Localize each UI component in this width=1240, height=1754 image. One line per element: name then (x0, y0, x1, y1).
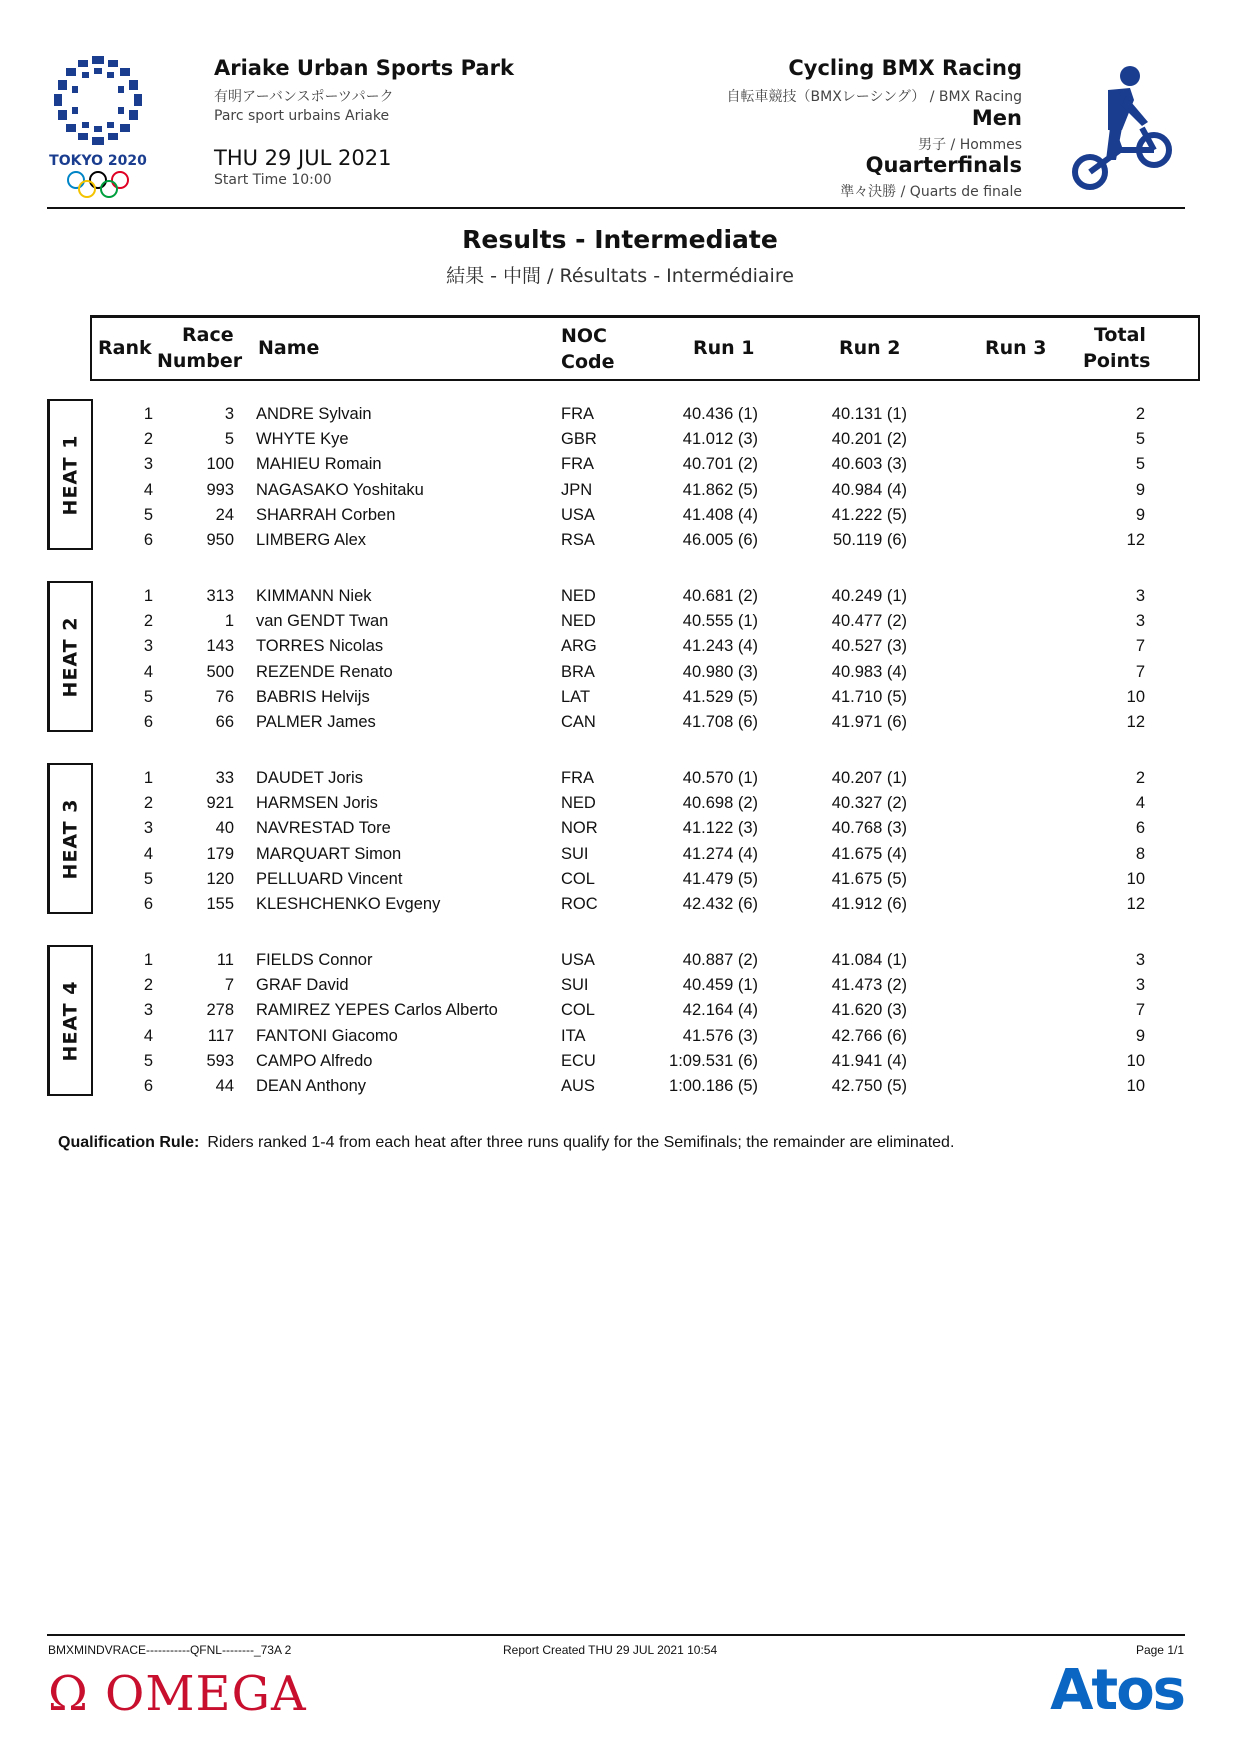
run1-cell: 40.436 (1) (682, 405, 758, 423)
race-number-cell: 33 (215, 769, 234, 787)
table-row (0, 503, 1240, 528)
venue-name-ja: 有明アーバンスポーツパーク (214, 89, 394, 105)
run1-cell: 41.862 (5) (682, 480, 758, 499)
page-subtitle: 結果 - 中間 / Résultats - Intermédiaire (446, 265, 794, 287)
noc-cell: NED (561, 612, 596, 631)
run1-cell: 41.529 (5) (682, 687, 758, 706)
name-cell: ANDRE Sylvain (256, 405, 372, 423)
run2-cell: 41.912 (6) (831, 895, 907, 913)
phase-sub: 準々決勝 / Quarts de finale (840, 184, 1022, 200)
run1-cell: 40.701 (2) (682, 455, 758, 474)
noc-cell: AUS (561, 1077, 595, 1095)
bmx-rider-icon (1072, 66, 1172, 192)
total-points-cell: 12 (1126, 531, 1145, 549)
race-number-cell: 500 (206, 662, 234, 681)
table-row (0, 816, 1240, 841)
race-number-cell: 1 (224, 612, 234, 631)
name-cell: REZENDE Renato (256, 662, 393, 681)
run2-cell: 42.766 (6) (831, 1026, 907, 1045)
col-run2: Run 2 (839, 337, 901, 359)
total-points-cell: 12 (1126, 895, 1145, 913)
noc-cell: NED (561, 794, 596, 813)
total-points-cell: 2 (1135, 769, 1145, 787)
run1-cell: 1:09.531 (6) (669, 1051, 758, 1070)
total-points-cell: 2 (1135, 405, 1145, 423)
rank-cell: 4 (143, 480, 153, 499)
col-name: Name (258, 337, 320, 359)
name-cell: MARQUART Simon (256, 844, 402, 863)
run2-cell: 40.207 (1) (831, 769, 907, 787)
total-points-cell: 5 (1135, 430, 1145, 449)
noc-cell: ROC (561, 895, 598, 913)
total-points-cell: 5 (1135, 455, 1145, 474)
qualification-rule-label: Qualification Rule: (58, 1134, 200, 1151)
total-points-cell: 3 (1135, 612, 1145, 631)
table-row (0, 685, 1240, 710)
page-number: Page 1/1 (1135, 1643, 1184, 1657)
name-cell: KLESHCHENKO Evgeny (256, 895, 441, 913)
race-number-cell: 24 (215, 505, 234, 524)
total-points-cell: 3 (1135, 976, 1145, 995)
run2-cell: 41.675 (5) (831, 869, 907, 888)
table-row (0, 948, 1240, 973)
run2-cell: 41.222 (5) (831, 505, 907, 524)
noc-cell: ITA (561, 1026, 586, 1045)
atos-logo: Atos (1050, 1658, 1184, 1723)
noc-cell: USA (561, 505, 595, 524)
total-points-cell: 9 (1135, 1026, 1145, 1045)
noc-cell: SUI (561, 844, 589, 863)
table-row (0, 766, 1240, 791)
tokyo-2020-logo (48, 52, 148, 202)
heat-label: HEAT 1 (59, 434, 82, 515)
rank-cell: 3 (143, 819, 153, 838)
rank-cell: 6 (143, 1077, 153, 1095)
gender-sub: 男子 / Hommes (918, 137, 1022, 153)
race-number-cell: 44 (215, 1077, 234, 1095)
run2-cell: 40.768 (3) (831, 819, 907, 838)
table-row (0, 478, 1240, 503)
race-number-cell: 155 (206, 895, 234, 913)
total-points-cell: 10 (1126, 1077, 1145, 1095)
col-code: Code (561, 351, 615, 373)
total-points-cell: 8 (1135, 844, 1145, 863)
total-points-cell: 7 (1135, 1001, 1145, 1020)
noc-cell: FRA (561, 769, 594, 787)
rank-cell: 3 (143, 455, 153, 474)
rank-cell: 1 (143, 951, 153, 969)
run1-cell: 41.576 (3) (682, 1026, 758, 1045)
noc-cell: GBR (561, 430, 597, 449)
race-number-cell: 120 (206, 869, 234, 888)
table-row (0, 842, 1240, 867)
tokyo-emblem-icon (48, 52, 148, 202)
col-run1: Run 1 (693, 337, 755, 359)
run1-cell: 41.408 (4) (682, 505, 758, 524)
race-number-cell: 278 (206, 1001, 234, 1020)
total-points-cell: 3 (1135, 951, 1145, 969)
rank-cell: 6 (143, 531, 153, 549)
run2-cell: 40.983 (4) (831, 662, 907, 681)
name-cell: PELLUARD Vincent (256, 869, 403, 888)
run1-cell: 40.681 (2) (682, 587, 758, 605)
run1-cell: 41.708 (6) (682, 713, 758, 731)
table-row (0, 892, 1240, 917)
heat-label: HEAT 2 (59, 616, 82, 697)
phase: Quarterfinals (865, 153, 1022, 177)
run1-cell: 41.122 (3) (682, 819, 758, 838)
col-points: Points (1083, 350, 1151, 372)
run2-cell: 40.527 (3) (831, 637, 907, 656)
name-cell: SHARRAH Corben (256, 505, 396, 524)
footer-divider (47, 1634, 1185, 1636)
race-number-cell: 76 (215, 687, 234, 706)
total-points-cell: 10 (1126, 869, 1145, 888)
name-cell: van GENDT Twan (256, 612, 389, 631)
run1-cell: 40.555 (1) (682, 612, 758, 631)
run1-cell: 40.698 (2) (682, 794, 758, 813)
noc-cell: COL (561, 869, 595, 888)
page-title: Results - Intermediate (462, 225, 778, 254)
noc-cell: SUI (561, 976, 589, 995)
rank-cell: 2 (143, 612, 153, 631)
total-points-cell: 9 (1135, 505, 1145, 524)
noc-cell: USA (561, 951, 595, 969)
table-row (0, 584, 1240, 609)
total-points-cell: 7 (1135, 637, 1145, 656)
name-cell: BABRIS Helvijs (256, 687, 370, 706)
name-cell: GRAF David (256, 976, 349, 995)
total-points-cell: 7 (1135, 662, 1145, 681)
total-points-cell: 10 (1126, 1051, 1145, 1070)
run1-cell: 42.432 (6) (682, 895, 758, 913)
race-number-cell: 11 (216, 951, 234, 969)
total-points-cell: 9 (1135, 480, 1145, 499)
run2-cell: 41.620 (3) (831, 1001, 907, 1020)
tokyo-2020-text: TOKYO 2020 (49, 153, 147, 169)
run2-cell: 41.941 (4) (831, 1051, 907, 1070)
col-number: Number (157, 350, 243, 372)
race-number-cell: 593 (206, 1051, 234, 1070)
noc-cell: NOR (561, 819, 598, 838)
qualification-rule (58, 1134, 954, 1152)
start-time: Start Time 10:00 (214, 172, 332, 188)
rank-cell: 5 (143, 505, 153, 524)
venue-name-fr: Parc sport urbains Ariake (214, 108, 390, 124)
run2-cell: 50.119 (6) (833, 531, 907, 549)
run2-cell: 41.473 (2) (831, 976, 907, 995)
noc-cell: ECU (561, 1051, 596, 1070)
run1-cell: 41.479 (5) (682, 869, 758, 888)
race-number-cell: 179 (206, 844, 234, 863)
name-cell: CAMPO Alfredo (256, 1051, 373, 1070)
run2-cell: 40.603 (3) (831, 455, 907, 474)
bmx-pictogram (1072, 66, 1172, 192)
race-number-cell: 921 (206, 794, 234, 813)
column-header-box (90, 315, 1200, 381)
omega-logo: Ω OMEGA (48, 1666, 307, 1722)
name-cell: PALMER James (256, 713, 376, 731)
race-number-cell: 5 (224, 430, 234, 449)
total-points-cell: 3 (1135, 587, 1145, 605)
report-code: BMXMINDVRACE-----------QFNL--------_73A 2 (48, 1643, 292, 1657)
race-number-cell: 143 (206, 637, 234, 656)
col-rank: Rank (98, 337, 152, 359)
col-run3: Run 3 (985, 337, 1047, 359)
rank-cell: 3 (143, 637, 153, 656)
noc-cell: LAT (561, 687, 591, 706)
name-cell: LIMBERG Alex (256, 531, 367, 549)
run2-cell: 42.750 (5) (831, 1077, 907, 1095)
qualification-rule-text: Riders ranked 1-4 from each heat after three runs qualify for the Semifinals; the remainder are eliminated. (207, 1134, 955, 1151)
noc-cell: RSA (561, 531, 595, 549)
col-race: Race (182, 324, 234, 346)
name-cell: KIMMANN Niek (256, 587, 372, 605)
rank-cell: 4 (143, 1026, 153, 1045)
rank-cell: 1 (143, 769, 153, 787)
table-row (0, 427, 1240, 452)
table-row (0, 1024, 1240, 1049)
rank-cell: 2 (143, 976, 153, 995)
rank-cell: 2 (143, 430, 153, 449)
table-row (0, 402, 1240, 427)
venue-name: Ariake Urban Sports Park (214, 56, 514, 80)
noc-cell: ARG (561, 637, 597, 656)
noc-cell: FRA (561, 455, 594, 474)
table-row (0, 998, 1240, 1023)
noc-cell: BRA (561, 662, 595, 681)
run1-cell: 40.570 (1) (682, 769, 758, 787)
report-created: Report Created THU 29 JUL 2021 10:54 (503, 1643, 718, 1657)
race-number-cell: 3 (224, 405, 234, 423)
name-cell: NAVRESTAD Tore (256, 819, 391, 838)
name-cell: MAHIEU Romain (256, 455, 382, 474)
race-number-cell: 117 (207, 1026, 234, 1045)
total-points-cell: 12 (1126, 713, 1145, 731)
table-row (0, 1049, 1240, 1074)
sport-name: Cycling BMX Racing (788, 56, 1022, 80)
run2-cell: 40.249 (1) (831, 587, 907, 605)
run1-cell: 1:00.186 (5) (669, 1077, 758, 1095)
race-number-cell: 993 (206, 480, 234, 499)
race-number-cell: 7 (224, 976, 234, 995)
table-row (0, 710, 1240, 735)
name-cell: DAUDET Joris (256, 769, 363, 787)
table-row (0, 609, 1240, 634)
run2-cell: 41.084 (1) (831, 951, 907, 969)
name-cell: WHYTE Kye (256, 430, 349, 449)
run1-cell: 40.980 (3) (682, 662, 758, 681)
table-row (0, 1074, 1240, 1099)
table-row (0, 528, 1240, 553)
rank-cell: 2 (143, 794, 153, 813)
noc-cell: COL (561, 1001, 595, 1020)
run2-cell: 41.675 (4) (831, 844, 907, 863)
run2-cell: 41.710 (5) (831, 687, 907, 706)
table-row (0, 660, 1240, 685)
name-cell: DEAN Anthony (256, 1077, 367, 1095)
run1-cell: 41.012 (3) (682, 430, 758, 449)
run1-cell: 41.243 (4) (682, 637, 758, 656)
run2-cell: 40.477 (2) (831, 612, 907, 631)
run2-cell: 40.201 (2) (831, 430, 907, 449)
table-row (0, 634, 1240, 659)
table-row (0, 973, 1240, 998)
total-points-cell: 6 (1135, 819, 1145, 838)
race-number-cell: 66 (215, 713, 234, 731)
sport-name-sub: 自転車競技（BMXレーシング） / BMX Racing (726, 89, 1022, 105)
name-cell: HARMSEN Joris (256, 794, 378, 813)
race-number-cell: 313 (206, 587, 234, 605)
name-cell: NAGASAKO Yoshitaku (256, 480, 424, 499)
run2-cell: 41.971 (6) (831, 713, 907, 731)
noc-cell: CAN (561, 713, 596, 731)
rank-cell: 5 (143, 1051, 153, 1070)
rank-cell: 1 (143, 587, 153, 605)
col-noc: NOC (561, 325, 607, 347)
run2-cell: 40.327 (2) (831, 794, 907, 813)
table-row (0, 791, 1240, 816)
rank-cell: 1 (143, 405, 153, 423)
total-points-cell: 10 (1126, 687, 1145, 706)
col-total: Total (1094, 324, 1146, 346)
run2-cell: 40.131 (1) (831, 405, 907, 423)
run1-cell: 41.274 (4) (682, 844, 758, 863)
rank-cell: 4 (143, 662, 153, 681)
rank-cell: 3 (143, 1001, 153, 1020)
race-number-cell: 100 (206, 455, 234, 474)
race-number-cell: 950 (206, 531, 234, 549)
run1-cell: 42.164 (4) (682, 1001, 758, 1020)
event-date: THU 29 JUL 2021 (214, 146, 392, 170)
run1-cell: 40.887 (2) (682, 951, 758, 969)
rank-cell: 4 (143, 844, 153, 863)
table-row (0, 867, 1240, 892)
gender: Men (971, 106, 1022, 130)
noc-cell: FRA (561, 405, 594, 423)
rank-cell: 6 (143, 713, 153, 731)
total-points-cell: 4 (1135, 794, 1145, 813)
heat-label: HEAT 4 (59, 980, 82, 1061)
rank-cell: 6 (143, 895, 153, 913)
noc-cell: JPN (561, 480, 593, 499)
name-cell: FIELDS Connor (256, 951, 373, 969)
run2-cell: 40.984 (4) (831, 480, 907, 499)
header-divider (47, 207, 1185, 209)
table-row (0, 452, 1240, 477)
heat-label: HEAT 3 (59, 798, 82, 879)
race-number-cell: 40 (215, 819, 234, 838)
name-cell: RAMIREZ YEPES Carlos Alberto (256, 1001, 498, 1020)
rank-cell: 5 (143, 687, 153, 706)
name-cell: TORRES Nicolas (256, 637, 384, 656)
run1-cell: 40.459 (1) (682, 976, 758, 995)
run1-cell: 46.005 (6) (682, 531, 758, 549)
name-cell: FANTONI Giacomo (256, 1026, 398, 1045)
rank-cell: 5 (143, 869, 153, 888)
noc-cell: NED (561, 587, 596, 605)
